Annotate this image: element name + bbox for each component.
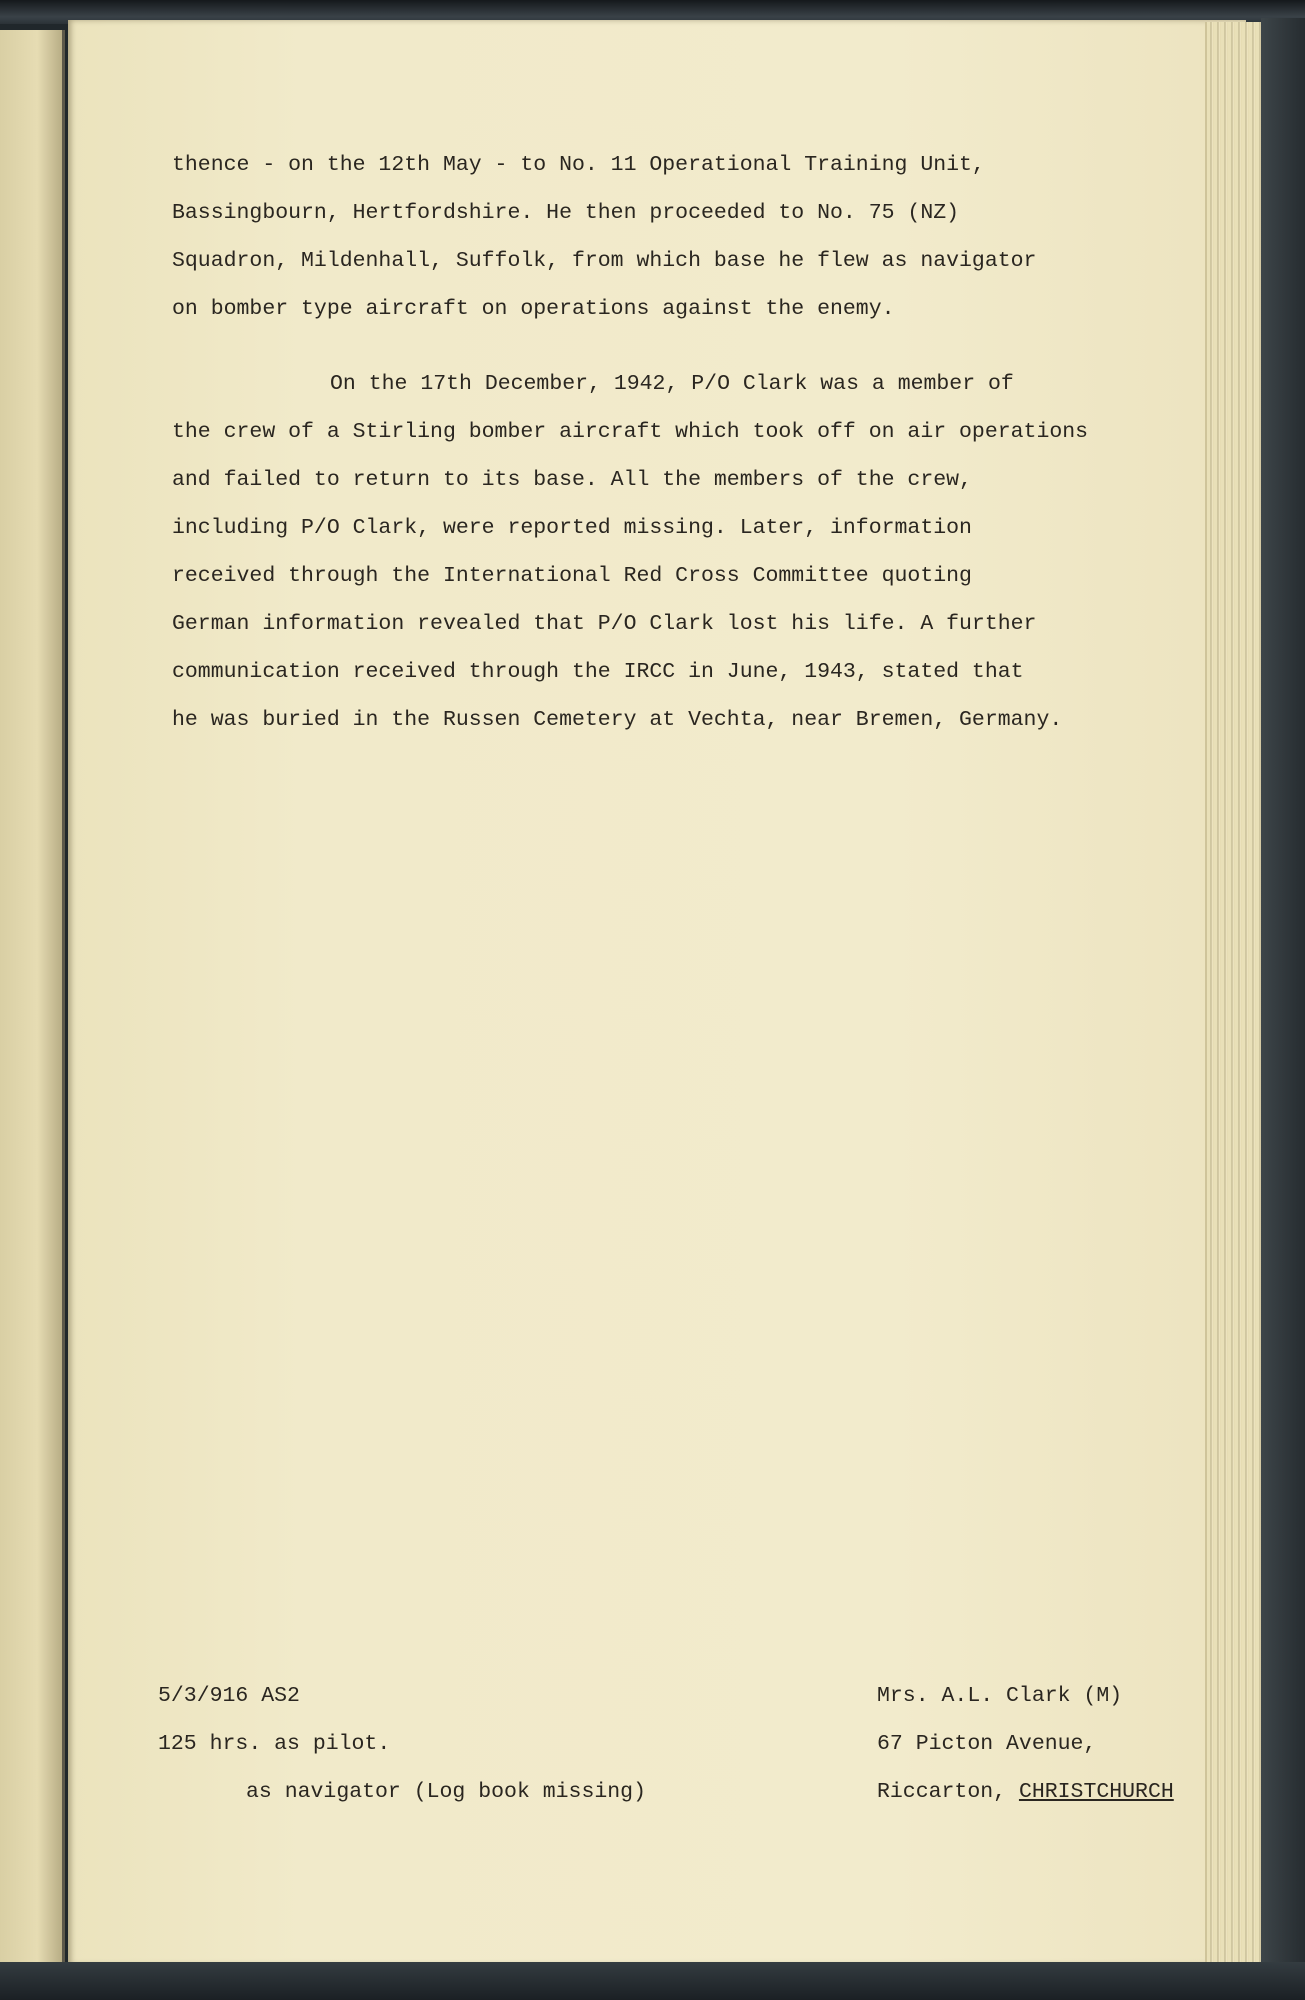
next-of-kin-name: Mrs. A.L. Clark (M): [877, 1684, 1123, 1708]
binder-bottom-edge: [0, 1962, 1305, 2000]
next-of-kin-address: [877, 1672, 1174, 1816]
paragraph-1: thence - on the 12th May - to No. 11 Operational Training Unit, Bassingbourn, Hertfordshire. He then proceeded to No. 75 (NZ) Squadron, Mildenhall, Suffolk, from which base he flew as navigator on bomber type aircraft on operations against the enemy.: [172, 153, 1037, 321]
address-line-3: [877, 1768, 1174, 1816]
paragraph-2: On the 17th December, 1942, P/O Clark was a member of the crew of a Stirling bomber aircraft which took off on air operations and failed to return to its base. All the members of the crew, including P/O Clark, were reported missing. Later, information received through the International Red Cross Committee quoting German information revealed that P/O Clark lost his life. A further communication received through the IRCC in June, 1943, stated that he was buried in the Russen Cemetery at Vechta, near Bremen, Germany.: [172, 372, 1089, 732]
address-city: CHRISTCHURCH: [1018, 1780, 1174, 1804]
address-street: 67 Picton Avenue,: [877, 1732, 1097, 1756]
facing-page-edge: [0, 30, 65, 1965]
navigator-note: as navigator (Log book missing): [246, 1780, 646, 1804]
footer-left-block: [158, 1672, 646, 1816]
address-suburb: Riccarton,: [877, 1780, 1019, 1804]
pilot-hours: 125 hrs. as pilot.: [158, 1732, 391, 1756]
page-stack-edges: [1205, 22, 1263, 1962]
file-reference: 5/3/916 AS2: [158, 1684, 300, 1708]
cover-edge: [1261, 18, 1305, 1968]
